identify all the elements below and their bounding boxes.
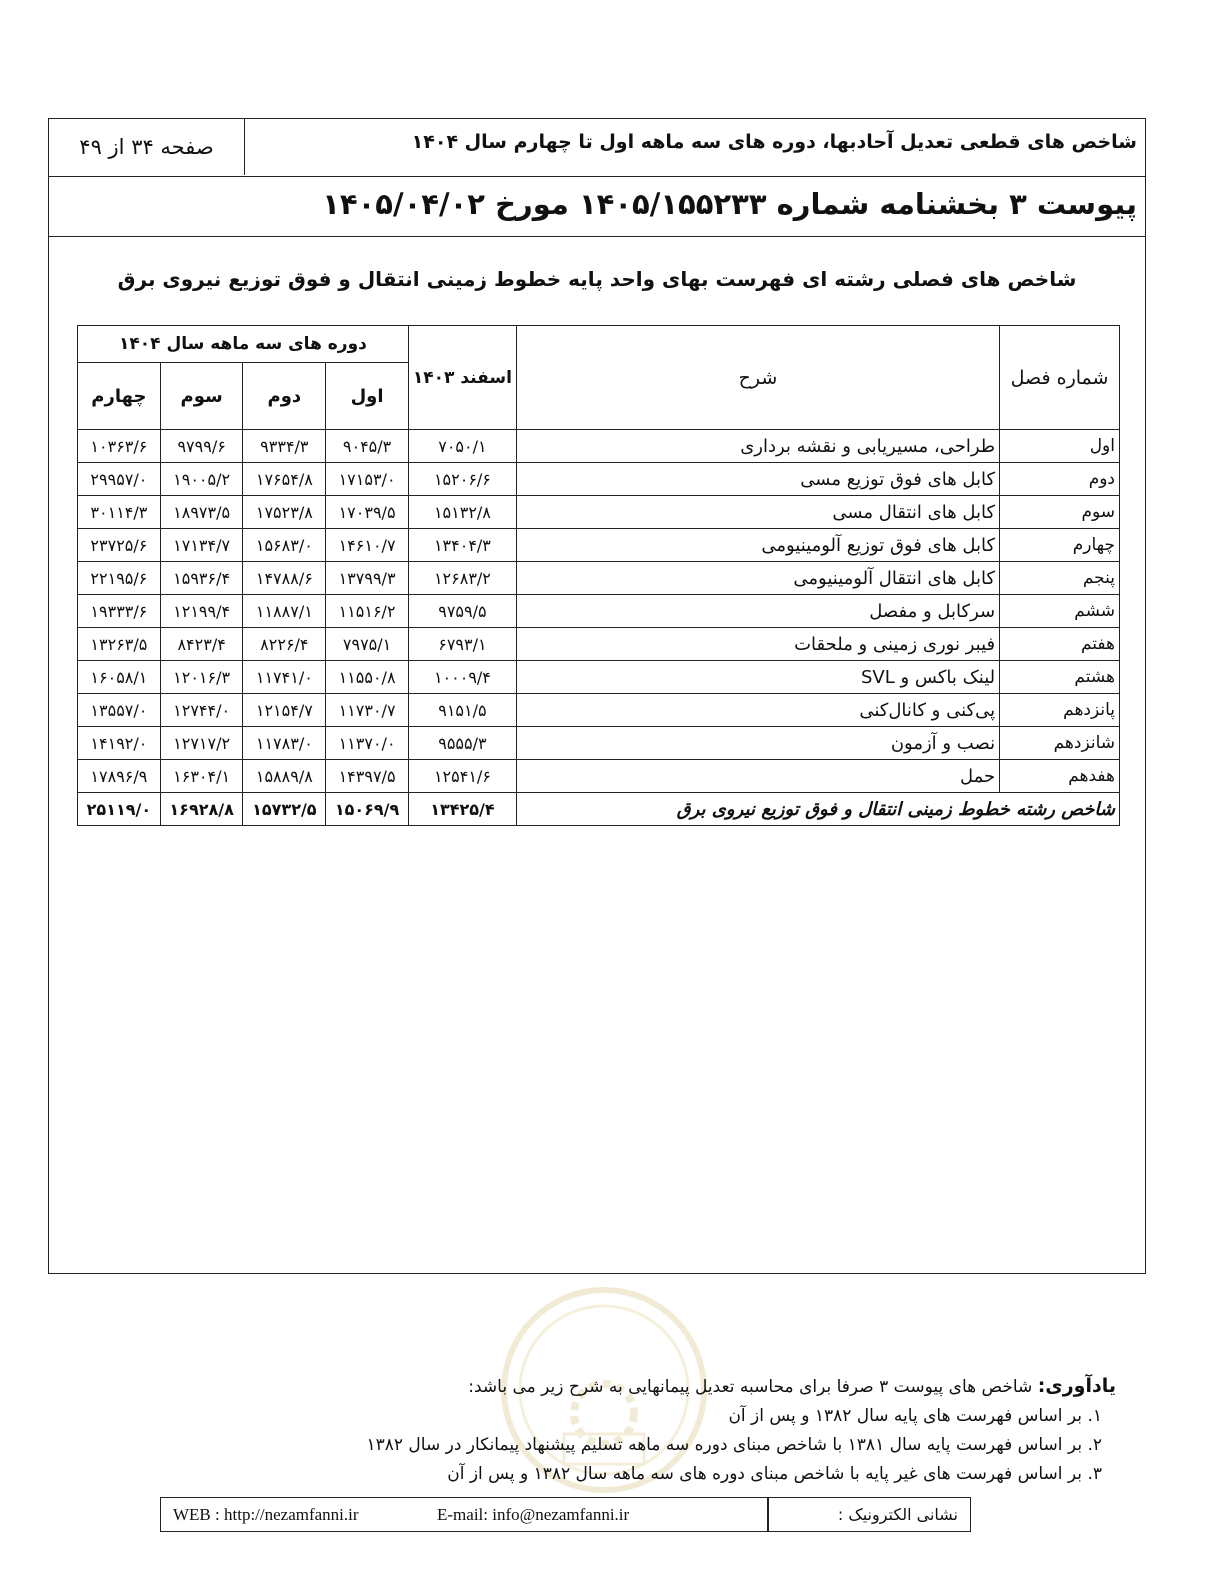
chapter-cell: ششم <box>1000 595 1120 628</box>
q4-cell: ۲۹۹۵۷/۰ <box>78 463 161 496</box>
page-number: صفحه ۳۴ از ۴۹ <box>49 119 245 175</box>
q3-cell: ۱۶۳۰۴/۱ <box>160 760 243 793</box>
footer-divider <box>767 1498 769 1531</box>
quarters-group-header: دوره های سه ماهه سال ۱۴۰۴ <box>78 326 409 363</box>
total-row <box>78 793 1120 826</box>
esfand-cell: ۱۵۲۰۶/۶ <box>408 463 516 496</box>
esfand-cell: ۱۵۱۳۲/۸ <box>408 496 516 529</box>
q4-cell: ۱۹۳۳۳/۶ <box>78 595 161 628</box>
description-cell: کابل های انتقال آلومینیومی <box>516 562 999 595</box>
chapter-cell: هفدهم <box>1000 760 1120 793</box>
q3-cell: ۱۵۹۳۶/۴ <box>160 562 243 595</box>
description-cell: فیبر نوری زمینی و ملحقات <box>516 628 999 661</box>
circular-reference: پیوست ۳ بخشنامه شماره ۱۴۰۵/۱۵۵۲۳۳ مورخ ۱۴۰۵/۰۴/۰۲ <box>322 187 1137 221</box>
esfand-cell: ۹۱۵۱/۵ <box>408 694 516 727</box>
q3-cell: ۹۷۹۹/۶ <box>160 430 243 463</box>
footer-box <box>160 1497 971 1532</box>
q2-cell: ۱۱۷۸۳/۰ <box>243 727 326 760</box>
reminder-item: ۱. بر اساس فهرست های پایه سال ۱۳۸۲ و پس از آن <box>728 1406 1102 1426</box>
total-q1-cell: ۱۵۰۶۹/۹ <box>326 793 409 826</box>
chapter-cell: هفتم <box>1000 628 1120 661</box>
q3-cell: ۱۸۹۷۳/۵ <box>160 496 243 529</box>
q1-cell: ۱۴۶۱۰/۷ <box>326 529 409 562</box>
description-cell: لینک باکس و SVL <box>516 661 999 694</box>
chapter-cell: هشتم <box>1000 661 1120 694</box>
document-title: شاخص های قطعی تعدیل آحادبها، دوره های سه ماهه اول تا چهارم سال ۱۴۰۴ <box>411 131 1137 153</box>
chapter-cell: پنجم <box>1000 562 1120 595</box>
table-row <box>78 727 1120 760</box>
table-row <box>78 529 1120 562</box>
q2-cell: ۱۴۷۸۸/۶ <box>243 562 326 595</box>
q2-cell: ۹۳۳۴/۳ <box>243 430 326 463</box>
q2-cell: ۱۷۵۲۳/۸ <box>243 496 326 529</box>
q3-cell: ۸۴۲۳/۴ <box>160 628 243 661</box>
q4-cell: ۱۳۵۵۷/۰ <box>78 694 161 727</box>
q3-cell: ۱۹۰۰۵/۲ <box>160 463 243 496</box>
chapter-cell: شانزدهم <box>1000 727 1120 760</box>
table-row <box>78 661 1120 694</box>
q2-cell: ۸۲۲۶/۴ <box>243 628 326 661</box>
description-cell: کابل های فوق توزیع مسی <box>516 463 999 496</box>
table-row <box>78 496 1120 529</box>
q1-cell: ۹۰۴۵/۳ <box>326 430 409 463</box>
q4-cell: ۱۳۲۶۳/۵ <box>78 628 161 661</box>
table-row <box>78 595 1120 628</box>
q4-cell: ۱۷۸۹۶/۹ <box>78 760 161 793</box>
reminder-intro: شاخص های پیوست ۳ صرفا برای محاسبه تعدیل پیمانهایی به شرح زیر می باشد: <box>468 1377 1033 1397</box>
q4-cell: ۲۳۷۲۵/۶ <box>78 529 161 562</box>
q1-cell: ۱۷۱۵۳/۰ <box>326 463 409 496</box>
col-esfand-header: اسفند ۱۴۰۳ <box>408 326 516 430</box>
q4-cell: ۳۰۱۱۴/۳ <box>78 496 161 529</box>
q1-cell: ۱۱۵۵۰/۸ <box>326 661 409 694</box>
col-q2-header: دوم <box>243 363 326 430</box>
section-title: شاخص های فصلی رشته ای فهرست بهای واحد پایه خطوط زمینی انتقال و فوق توزیع نیروی برق <box>117 267 1077 291</box>
col-q4-header: چهارم <box>78 363 161 430</box>
table-body <box>78 430 1120 826</box>
esfand-cell: ۱۳۴۰۴/۳ <box>408 529 516 562</box>
total-q2-cell: ۱۵۷۳۲/۵ <box>243 793 326 826</box>
description-cell: پی‌کنی و کانال‌کنی <box>516 694 999 727</box>
chapter-cell: دوم <box>1000 463 1120 496</box>
col-q3-header: سوم <box>160 363 243 430</box>
esfand-cell: ۷۰۵۰/۱ <box>408 430 516 463</box>
chapter-cell: چهارم <box>1000 529 1120 562</box>
table-row <box>78 463 1120 496</box>
description-cell: نصب و آزمون <box>516 727 999 760</box>
footer-email-link[interactable]: E-mail: info@nezamfanni.ir <box>437 1505 630 1524</box>
description-cell: کابل های فوق توزیع آلومینیومی <box>516 529 999 562</box>
q3-cell: ۱۷۱۳۴/۷ <box>160 529 243 562</box>
footer-web-link[interactable]: WEB : http://nezamfanni.ir <box>173 1505 359 1524</box>
reminder-item: ۲. بر اساس فهرست پایه سال ۱۳۸۱ با شاخص مبنای دوره سه ماهه تسلیم پیشنهاد پیمانکار در سال ۱۳۸۲ <box>366 1435 1102 1455</box>
esfand-cell: ۹۵۵۵/۳ <box>408 727 516 760</box>
q3-cell: ۱۲۱۹۹/۴ <box>160 595 243 628</box>
description-cell: طراحی، مسیریابی و نقشه برداری <box>516 430 999 463</box>
col-q1-header: اول <box>326 363 409 430</box>
q3-cell: ۱۲۰۱۶/۳ <box>160 661 243 694</box>
reminder-section <box>316 1372 1116 1489</box>
q2-cell: ۱۱۸۸۷/۱ <box>243 595 326 628</box>
esfand-cell: ۹۷۵۹/۵ <box>408 595 516 628</box>
reminder-item: ۳. بر اساس فهرست های غیر پایه با شاخص مبنای دوره های سه ماهه سال ۱۳۸۲ و پس از آن <box>447 1464 1102 1484</box>
total-q3-cell: ۱۶۹۲۸/۸ <box>160 793 243 826</box>
circular-row <box>49 177 1145 237</box>
q3-cell: ۱۲۷۱۷/۲ <box>160 727 243 760</box>
esfand-cell: ۱۲۵۴۱/۶ <box>408 760 516 793</box>
index-table <box>77 325 1120 826</box>
q2-cell: ۱۱۷۴۱/۰ <box>243 661 326 694</box>
q2-cell: ۱۵۸۸۹/۸ <box>243 760 326 793</box>
description-cell: کابل های انتقال مسی <box>516 496 999 529</box>
description-cell: سرکابل و مفصل <box>516 595 999 628</box>
table-row <box>78 430 1120 463</box>
q1-cell: ۷۹۷۵/۱ <box>326 628 409 661</box>
q2-cell: ۱۷۶۵۴/۸ <box>243 463 326 496</box>
q4-cell: ۱۴۱۹۲/۰ <box>78 727 161 760</box>
description-cell: حمل <box>516 760 999 793</box>
table-row <box>78 562 1120 595</box>
chapter-cell: پانزدهم <box>1000 694 1120 727</box>
document-frame <box>48 118 1146 1274</box>
table-row <box>78 628 1120 661</box>
footer-label: نشانی الکترونیک : <box>837 1505 958 1524</box>
table-row <box>78 760 1120 793</box>
chapter-cell: سوم <box>1000 496 1120 529</box>
chapter-cell: اول <box>1000 430 1120 463</box>
q4-cell: ۲۲۱۹۵/۶ <box>78 562 161 595</box>
header-row <box>49 119 1145 177</box>
total-q4-cell: ۲۵۱۱۹/۰ <box>78 793 161 826</box>
q1-cell: ۱۷۰۳۹/۵ <box>326 496 409 529</box>
table-row <box>78 694 1120 727</box>
q1-cell: ۱۱۵۱۶/۲ <box>326 595 409 628</box>
total-esfand-cell: ۱۳۴۲۵/۴ <box>408 793 516 826</box>
q3-cell: ۱۲۷۴۴/۰ <box>160 694 243 727</box>
q4-cell: ۱۶۰۵۸/۱ <box>78 661 161 694</box>
esfand-cell: ۱۲۶۸۳/۲ <box>408 562 516 595</box>
esfand-cell: ۶۷۹۳/۱ <box>408 628 516 661</box>
q1-cell: ۱۴۳۹۷/۵ <box>326 760 409 793</box>
esfand-cell: ۱۰۰۰۹/۴ <box>408 661 516 694</box>
q1-cell: ۱۳۷۹۹/۳ <box>326 562 409 595</box>
q2-cell: ۱۲۱۵۴/۷ <box>243 694 326 727</box>
reminder-lead: یادآوری: <box>1037 1375 1116 1397</box>
q4-cell: ۱۰۳۶۳/۶ <box>78 430 161 463</box>
q1-cell: ۱۱۳۷۰/۰ <box>326 727 409 760</box>
q1-cell: ۱۱۷۳۰/۷ <box>326 694 409 727</box>
total-description-cell: شاخص رشته خطوط زمینی انتقال و فوق توزیع نیروی برق <box>516 793 1119 826</box>
col-chapter-header: شماره فصل <box>1000 326 1120 430</box>
q2-cell: ۱۵۶۸۳/۰ <box>243 529 326 562</box>
col-description-header: شرح <box>516 326 999 430</box>
